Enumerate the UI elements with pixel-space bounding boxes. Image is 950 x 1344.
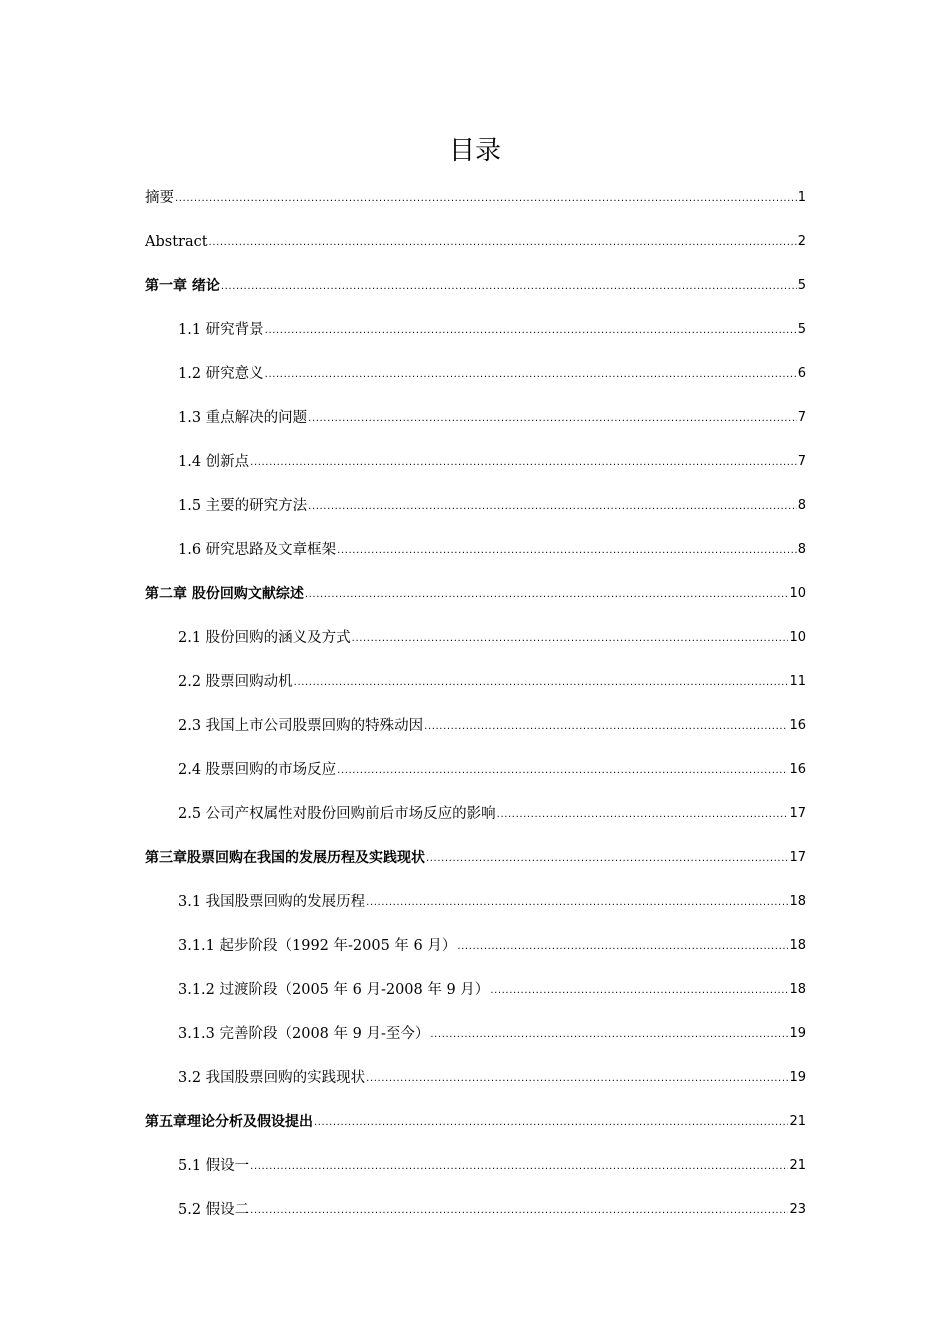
toc-entry-label: 1.6 研究思路及文章框架 bbox=[178, 542, 337, 558]
toc-page-number: 16 bbox=[789, 762, 806, 777]
toc-entry[interactable] bbox=[145, 744, 806, 788]
toc-entry[interactable] bbox=[145, 260, 806, 304]
toc-dot-leader bbox=[337, 764, 788, 778]
toc-entry-label: 第二章 股份回购文献综述 bbox=[145, 586, 304, 602]
toc-entry[interactable] bbox=[145, 348, 806, 392]
toc-entry-label: 1.1 研究背景 bbox=[178, 322, 264, 338]
toc-page-number: 18 bbox=[789, 982, 806, 997]
toc-dot-leader bbox=[366, 1072, 788, 1086]
toc-page-number: 1 bbox=[797, 190, 806, 205]
toc-entry[interactable] bbox=[145, 788, 806, 832]
toc-page-number: 21 bbox=[789, 1158, 806, 1173]
toc-entry-label: 2.3 我国上市公司股票回购的特殊动因 bbox=[178, 718, 424, 734]
toc-entry[interactable] bbox=[145, 1184, 806, 1228]
toc-entry[interactable] bbox=[145, 436, 806, 480]
toc-page-number: 10 bbox=[789, 586, 806, 601]
toc-dot-leader bbox=[265, 324, 797, 338]
toc-page-number: 10 bbox=[789, 630, 806, 645]
toc-dot-leader bbox=[424, 720, 788, 734]
toc-entry[interactable] bbox=[145, 480, 806, 524]
toc-page-number: 17 bbox=[789, 850, 806, 865]
toc-entry-label: 3.2 我国股票回购的实践现状 bbox=[178, 1070, 366, 1086]
toc-dot-leader bbox=[352, 632, 789, 646]
toc-entry[interactable] bbox=[145, 568, 806, 612]
toc-entry-label: Abstract bbox=[145, 234, 208, 250]
toc-entry[interactable] bbox=[145, 304, 806, 348]
toc-entry-label: 1.3 重点解决的问题 bbox=[178, 410, 308, 426]
toc-entry-label: 3.1.2 过渡阶段（2005 年 6 月-2008 年 9 月） bbox=[178, 982, 490, 998]
toc-list bbox=[145, 172, 806, 1228]
toc-entry[interactable] bbox=[145, 1140, 806, 1184]
toc-entry[interactable] bbox=[145, 216, 806, 260]
toc-page-number: 8 bbox=[797, 498, 806, 513]
toc-dot-leader bbox=[175, 192, 797, 206]
toc-dot-leader bbox=[250, 456, 797, 470]
toc-page-number: 19 bbox=[789, 1070, 806, 1085]
toc-entry-label: 2.4 股票回购的市场反应 bbox=[178, 762, 337, 778]
toc-dot-leader bbox=[250, 1160, 788, 1174]
toc-entry[interactable] bbox=[145, 1008, 806, 1052]
toc-page-number: 16 bbox=[789, 718, 806, 733]
toc-dot-leader bbox=[221, 280, 797, 294]
toc-entry-label: 第三章股票回购在我国的发展历程及实践现状 bbox=[145, 850, 425, 866]
toc-page-number: 23 bbox=[789, 1202, 806, 1217]
toc-dot-leader bbox=[209, 236, 797, 250]
toc-entry-label: 1.2 研究意义 bbox=[178, 366, 264, 382]
toc-page-number: 18 bbox=[789, 938, 806, 953]
toc-page-number: 5 bbox=[797, 322, 806, 337]
toc-page-number: 7 bbox=[797, 454, 806, 469]
toc-dot-leader bbox=[265, 368, 797, 382]
toc-dot-leader bbox=[430, 1028, 788, 1042]
toc-entry-label: 第五章理论分析及假设提出 bbox=[145, 1114, 313, 1130]
toc-dot-leader bbox=[308, 412, 797, 426]
toc-page-number: 11 bbox=[789, 674, 806, 689]
toc-entry-label: 2.1 股份回购的涵义及方式 bbox=[178, 630, 351, 646]
toc-dot-leader bbox=[497, 808, 789, 822]
toc-title: 目录 bbox=[448, 136, 501, 166]
toc-entry-label: 5.2 假设二 bbox=[178, 1202, 250, 1218]
toc-entry-label: 第一章 绪论 bbox=[145, 278, 220, 294]
toc-dot-leader bbox=[294, 676, 789, 690]
toc-page-number: 5 bbox=[797, 278, 806, 293]
toc-dot-leader bbox=[366, 896, 788, 910]
toc-entry-label: 2.5 公司产权属性对股份回购前后市场反应的影响 bbox=[178, 806, 496, 822]
toc-entry[interactable] bbox=[145, 832, 806, 876]
toc-page-number: 2 bbox=[797, 234, 806, 249]
toc-entry[interactable] bbox=[145, 392, 806, 436]
toc-dot-leader bbox=[305, 588, 789, 602]
toc-entry-label: 摘要 bbox=[145, 190, 174, 206]
toc-dot-leader bbox=[250, 1204, 788, 1218]
toc-dot-leader bbox=[490, 984, 788, 998]
toc-entry[interactable] bbox=[145, 964, 806, 1008]
toc-dot-leader bbox=[457, 940, 788, 954]
toc-entry[interactable] bbox=[145, 920, 806, 964]
toc-entry[interactable] bbox=[145, 700, 806, 744]
toc-page-number: 6 bbox=[797, 366, 806, 381]
toc-entry[interactable] bbox=[145, 172, 806, 216]
toc-entry-label: 3.1 我国股票回购的发展历程 bbox=[178, 894, 366, 910]
toc-entry-label: 1.5 主要的研究方法 bbox=[178, 498, 308, 514]
toc-page-number: 7 bbox=[797, 410, 806, 425]
toc-page-number: 18 bbox=[789, 894, 806, 909]
toc-entry[interactable] bbox=[145, 612, 806, 656]
toc-entry-label: 5.1 假设一 bbox=[178, 1158, 250, 1174]
toc-entry[interactable] bbox=[145, 876, 806, 920]
toc-entry-label: 1.4 创新点 bbox=[178, 454, 250, 470]
toc-page-number: 21 bbox=[789, 1114, 806, 1129]
toc-entry-label: 3.1.3 完善阶段（2008 年 9 月-至今） bbox=[178, 1026, 430, 1042]
toc-dot-leader bbox=[337, 544, 797, 558]
toc-page-number: 17 bbox=[789, 806, 806, 821]
toc-dot-leader bbox=[314, 1116, 788, 1130]
toc-entry[interactable] bbox=[145, 656, 806, 700]
toc-entry[interactable] bbox=[145, 1096, 806, 1140]
toc-entry-label: 2.2 股票回购动机 bbox=[178, 674, 293, 690]
toc-entry[interactable] bbox=[145, 524, 806, 568]
toc-page-number: 8 bbox=[797, 542, 806, 557]
toc-dot-leader bbox=[308, 500, 797, 514]
toc-entry-label: 3.1.1 起步阶段（1992 年-2005 年 6 月） bbox=[178, 938, 457, 954]
toc-dot-leader bbox=[426, 852, 788, 866]
toc-page-number: 19 bbox=[789, 1026, 806, 1041]
toc-entry[interactable] bbox=[145, 1052, 806, 1096]
